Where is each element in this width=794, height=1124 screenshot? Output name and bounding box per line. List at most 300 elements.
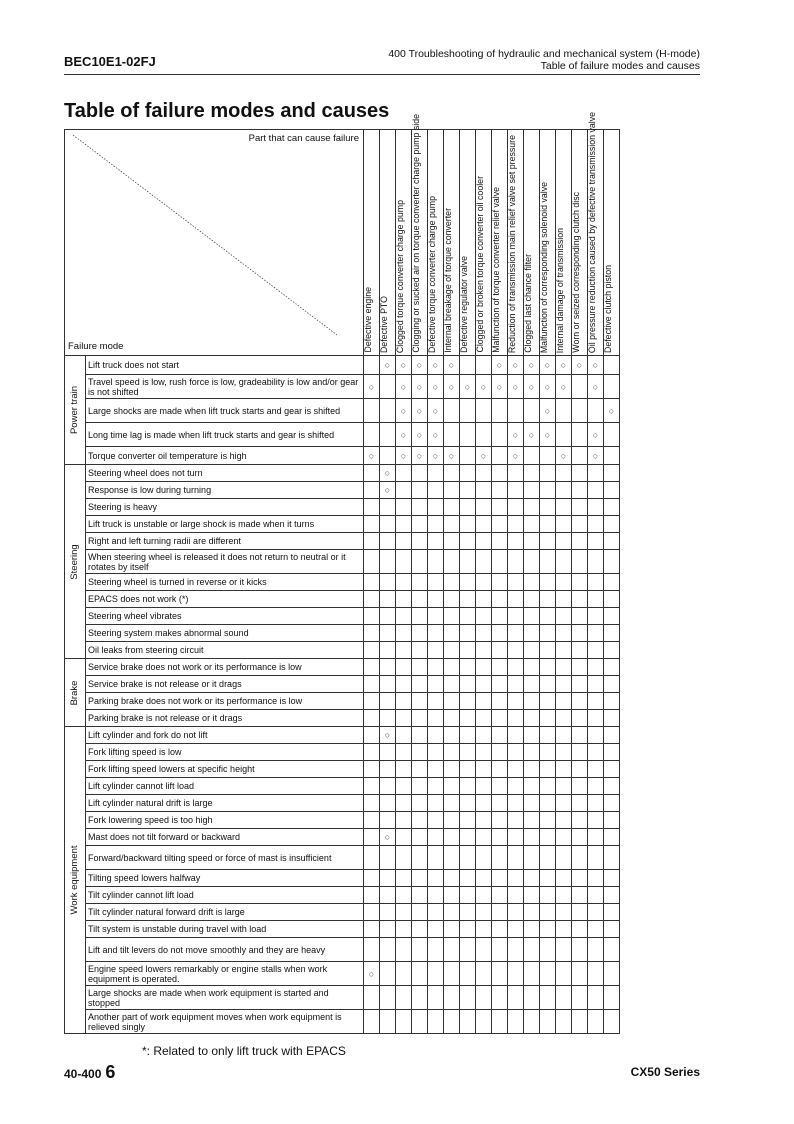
cause-mark-cell: ○ bbox=[540, 356, 556, 375]
empty-cell bbox=[524, 744, 540, 761]
corner-top-label: Part that can cause failure bbox=[248, 133, 359, 144]
table-corner bbox=[65, 130, 364, 356]
empty-cell bbox=[380, 533, 396, 550]
cause-mark-cell: ○ bbox=[524, 356, 540, 375]
empty-cell bbox=[540, 962, 556, 986]
empty-cell bbox=[364, 659, 380, 676]
empty-cell bbox=[364, 710, 380, 727]
column-header bbox=[476, 130, 492, 356]
empty-cell bbox=[492, 482, 508, 499]
failure-mode-cell: Steering wheel is turned in reverse or it kicks bbox=[86, 574, 364, 591]
empty-cell bbox=[492, 829, 508, 846]
table-row bbox=[65, 1010, 620, 1034]
empty-cell bbox=[492, 693, 508, 710]
doc-code: BEC10E1-02FJ bbox=[64, 54, 156, 69]
empty-cell bbox=[572, 574, 588, 591]
empty-cell bbox=[492, 516, 508, 533]
table-row bbox=[65, 727, 620, 744]
empty-cell bbox=[604, 693, 620, 710]
empty-cell bbox=[396, 812, 412, 829]
cause-mark-cell: ○ bbox=[380, 829, 396, 846]
cause-mark-cell: ○ bbox=[428, 447, 444, 465]
empty-cell bbox=[540, 591, 556, 608]
empty-cell bbox=[572, 921, 588, 938]
empty-cell bbox=[556, 870, 572, 887]
empty-cell bbox=[572, 465, 588, 482]
empty-cell bbox=[492, 846, 508, 870]
empty-cell bbox=[572, 846, 588, 870]
failure-mode-cell: Steering is heavy bbox=[86, 499, 364, 516]
table-row bbox=[65, 399, 620, 423]
empty-cell bbox=[444, 710, 460, 727]
page-number bbox=[64, 1062, 115, 1083]
empty-cell bbox=[588, 550, 604, 574]
empty-cell bbox=[380, 447, 396, 465]
series-label: CX50 Series bbox=[630, 1065, 700, 1079]
empty-cell bbox=[508, 693, 524, 710]
empty-cell bbox=[364, 550, 380, 574]
empty-cell bbox=[460, 482, 476, 499]
empty-cell bbox=[476, 986, 492, 1010]
empty-cell bbox=[508, 727, 524, 744]
failure-mode-cell: Tilt cylinder natural forward drift is large bbox=[86, 904, 364, 921]
empty-cell bbox=[412, 465, 428, 482]
table-row bbox=[65, 887, 620, 904]
empty-cell bbox=[524, 465, 540, 482]
empty-cell bbox=[428, 1010, 444, 1034]
empty-cell bbox=[428, 574, 444, 591]
empty-cell bbox=[540, 642, 556, 659]
empty-cell bbox=[364, 795, 380, 812]
cause-mark-cell: ○ bbox=[364, 375, 380, 399]
empty-cell bbox=[396, 986, 412, 1010]
empty-cell bbox=[364, 482, 380, 499]
empty-cell bbox=[428, 761, 444, 778]
table-row bbox=[65, 642, 620, 659]
failure-mode-cell: Lift and tilt levers do not move smoothly and they are heavy bbox=[86, 938, 364, 962]
table-row bbox=[65, 846, 620, 870]
empty-cell bbox=[604, 676, 620, 693]
empty-cell bbox=[508, 574, 524, 591]
cause-mark-cell: ○ bbox=[508, 423, 524, 447]
failure-mode-cell: Torque converter oil temperature is high bbox=[86, 447, 364, 465]
empty-cell bbox=[380, 812, 396, 829]
empty-cell bbox=[524, 938, 540, 962]
empty-cell bbox=[444, 591, 460, 608]
empty-cell bbox=[364, 744, 380, 761]
empty-cell bbox=[540, 693, 556, 710]
empty-cell bbox=[524, 693, 540, 710]
empty-cell bbox=[588, 625, 604, 642]
column-header bbox=[411, 114, 428, 356]
empty-cell bbox=[476, 962, 492, 986]
empty-cell bbox=[524, 447, 540, 465]
cause-mark-cell: ○ bbox=[396, 447, 412, 465]
empty-cell bbox=[492, 986, 508, 1010]
empty-cell bbox=[604, 375, 620, 399]
column-header-label: Worn or seized corresponding clutch disc bbox=[571, 192, 581, 353]
empty-cell bbox=[540, 625, 556, 642]
empty-cell bbox=[556, 676, 572, 693]
empty-cell bbox=[444, 550, 460, 574]
empty-cell bbox=[572, 550, 588, 574]
empty-cell bbox=[572, 829, 588, 846]
column-header bbox=[540, 130, 556, 356]
empty-cell bbox=[380, 962, 396, 986]
empty-cell bbox=[524, 812, 540, 829]
empty-cell bbox=[412, 921, 428, 938]
empty-cell bbox=[460, 608, 476, 625]
empty-cell bbox=[492, 591, 508, 608]
empty-cell bbox=[364, 399, 380, 423]
cause-mark-cell: ○ bbox=[412, 399, 428, 423]
empty-cell bbox=[476, 399, 492, 423]
empty-cell bbox=[476, 608, 492, 625]
empty-cell bbox=[460, 904, 476, 921]
empty-cell bbox=[476, 642, 492, 659]
table-row bbox=[65, 533, 620, 550]
empty-cell bbox=[524, 727, 540, 744]
empty-cell bbox=[476, 659, 492, 676]
empty-cell bbox=[508, 795, 524, 812]
empty-cell bbox=[604, 574, 620, 591]
footnote: *: Related to only lift truck with EPACS bbox=[142, 1044, 346, 1058]
cause-mark-cell: ○ bbox=[540, 399, 556, 423]
empty-cell bbox=[396, 608, 412, 625]
empty-cell bbox=[492, 659, 508, 676]
empty-cell bbox=[364, 986, 380, 1010]
empty-cell bbox=[572, 591, 588, 608]
empty-cell bbox=[428, 938, 444, 962]
failure-mode-cell: Lift cylinder and fork do not lift bbox=[86, 727, 364, 744]
empty-cell bbox=[460, 887, 476, 904]
empty-cell bbox=[492, 533, 508, 550]
empty-cell bbox=[380, 676, 396, 693]
empty-cell bbox=[508, 591, 524, 608]
empty-cell bbox=[604, 812, 620, 829]
empty-cell bbox=[380, 693, 396, 710]
group-label-cell bbox=[65, 465, 86, 659]
empty-cell bbox=[396, 778, 412, 795]
empty-cell bbox=[540, 1010, 556, 1034]
empty-cell bbox=[492, 608, 508, 625]
empty-cell bbox=[588, 795, 604, 812]
group-label-cell bbox=[65, 659, 86, 727]
cause-mark-cell: ○ bbox=[380, 727, 396, 744]
empty-cell bbox=[444, 659, 460, 676]
empty-cell bbox=[444, 608, 460, 625]
page-num: 6 bbox=[105, 1062, 116, 1082]
empty-cell bbox=[460, 642, 476, 659]
empty-cell bbox=[572, 642, 588, 659]
empty-cell bbox=[508, 625, 524, 642]
empty-cell bbox=[540, 887, 556, 904]
empty-cell bbox=[444, 499, 460, 516]
empty-cell bbox=[444, 676, 460, 693]
empty-cell bbox=[460, 938, 476, 962]
empty-cell bbox=[460, 795, 476, 812]
empty-cell bbox=[524, 642, 540, 659]
empty-cell bbox=[428, 659, 444, 676]
empty-cell bbox=[556, 812, 572, 829]
table-row bbox=[65, 482, 620, 499]
failure-mode-cell: Oil leaks from steering circuit bbox=[86, 642, 364, 659]
empty-cell bbox=[508, 659, 524, 676]
empty-cell bbox=[572, 904, 588, 921]
empty-cell bbox=[604, 986, 620, 1010]
empty-cell bbox=[412, 904, 428, 921]
empty-cell bbox=[364, 642, 380, 659]
empty-cell bbox=[524, 625, 540, 642]
empty-cell bbox=[380, 608, 396, 625]
cause-mark-cell: ○ bbox=[364, 447, 380, 465]
empty-cell bbox=[412, 795, 428, 812]
empty-cell bbox=[364, 812, 380, 829]
empty-cell bbox=[460, 778, 476, 795]
empty-cell bbox=[588, 516, 604, 533]
empty-cell bbox=[508, 846, 524, 870]
failure-mode-cell: Parking brake is not release or it drags bbox=[86, 710, 364, 727]
empty-cell bbox=[588, 870, 604, 887]
table-row bbox=[65, 423, 620, 447]
empty-cell bbox=[444, 870, 460, 887]
empty-cell bbox=[428, 550, 444, 574]
empty-cell bbox=[508, 778, 524, 795]
empty-cell bbox=[364, 1010, 380, 1034]
empty-cell bbox=[588, 938, 604, 962]
failure-mode-cell: Fork lifting speed lowers at specific height bbox=[86, 761, 364, 778]
empty-cell bbox=[412, 608, 428, 625]
empty-cell bbox=[540, 812, 556, 829]
empty-cell bbox=[540, 795, 556, 812]
empty-cell bbox=[604, 465, 620, 482]
empty-cell bbox=[572, 778, 588, 795]
column-header-label: Oil pressure reduction caused by defective transmission valve bbox=[587, 111, 597, 353]
empty-cell bbox=[428, 465, 444, 482]
empty-cell bbox=[572, 399, 588, 423]
empty-cell bbox=[444, 795, 460, 812]
empty-cell bbox=[476, 795, 492, 812]
empty-cell bbox=[508, 516, 524, 533]
empty-cell bbox=[412, 642, 428, 659]
empty-cell bbox=[572, 375, 588, 399]
empty-cell bbox=[380, 710, 396, 727]
empty-cell bbox=[396, 516, 412, 533]
empty-cell bbox=[492, 550, 508, 574]
empty-cell bbox=[444, 399, 460, 423]
cause-mark-cell: ○ bbox=[556, 447, 572, 465]
group-label: Work equipment bbox=[69, 845, 80, 915]
empty-cell bbox=[460, 423, 476, 447]
empty-cell bbox=[524, 986, 540, 1010]
empty-cell bbox=[572, 625, 588, 642]
empty-cell bbox=[604, 625, 620, 642]
empty-cell bbox=[444, 465, 460, 482]
column-header bbox=[524, 130, 540, 356]
empty-cell bbox=[492, 812, 508, 829]
empty-cell bbox=[412, 761, 428, 778]
empty-cell bbox=[412, 693, 428, 710]
empty-cell bbox=[396, 659, 412, 676]
empty-cell bbox=[364, 938, 380, 962]
empty-cell bbox=[588, 399, 604, 423]
empty-cell bbox=[588, 904, 604, 921]
empty-cell bbox=[396, 795, 412, 812]
cause-mark-cell: ○ bbox=[524, 423, 540, 447]
empty-cell bbox=[556, 761, 572, 778]
cause-mark-cell: ○ bbox=[412, 447, 428, 465]
page-title: Table of failure modes and causes bbox=[64, 100, 390, 122]
empty-cell bbox=[508, 744, 524, 761]
cause-mark-cell: ○ bbox=[492, 375, 508, 399]
empty-cell bbox=[460, 465, 476, 482]
empty-cell bbox=[444, 693, 460, 710]
empty-cell bbox=[556, 846, 572, 870]
failure-mode-cell: Steering wheel does not turn bbox=[86, 465, 364, 482]
column-header-label: Malfunction of corresponding solenoid valve bbox=[539, 181, 549, 353]
empty-cell bbox=[396, 904, 412, 921]
empty-cell bbox=[604, 356, 620, 375]
empty-cell bbox=[412, 870, 428, 887]
column-header bbox=[396, 130, 412, 356]
empty-cell bbox=[364, 904, 380, 921]
empty-cell bbox=[524, 829, 540, 846]
empty-cell bbox=[492, 447, 508, 465]
empty-cell bbox=[604, 761, 620, 778]
column-header bbox=[492, 130, 508, 356]
empty-cell bbox=[364, 423, 380, 447]
table-row bbox=[65, 516, 620, 533]
cause-mark-cell: ○ bbox=[396, 375, 412, 399]
cause-mark-cell: ○ bbox=[412, 375, 428, 399]
empty-cell bbox=[380, 904, 396, 921]
cause-mark-cell: ○ bbox=[396, 356, 412, 375]
column-header-label: Clogged torque converter charge pump bbox=[395, 199, 405, 353]
empty-cell bbox=[428, 591, 444, 608]
empty-cell bbox=[508, 921, 524, 938]
column-header-label: Malfunction of torque converter relief valve bbox=[491, 187, 501, 353]
empty-cell bbox=[492, 962, 508, 986]
empty-cell bbox=[428, 812, 444, 829]
table-row bbox=[65, 574, 620, 591]
empty-cell bbox=[396, 938, 412, 962]
failure-mode-cell: Fork lifting speed is low bbox=[86, 744, 364, 761]
empty-cell bbox=[396, 533, 412, 550]
empty-cell bbox=[572, 710, 588, 727]
column-header bbox=[460, 130, 476, 356]
column-header-label: Defective engine bbox=[363, 287, 373, 353]
empty-cell bbox=[588, 846, 604, 870]
failure-mode-cell: Tilting speed lowers halfway bbox=[86, 870, 364, 887]
empty-cell bbox=[540, 921, 556, 938]
empty-cell bbox=[508, 676, 524, 693]
column-header bbox=[572, 130, 588, 356]
empty-cell bbox=[396, 870, 412, 887]
empty-cell bbox=[428, 744, 444, 761]
failure-mode-cell: Forward/backward tilting speed or force of mast is insufficient bbox=[86, 846, 364, 870]
failure-mode-cell: When steering wheel is released it does not return to neutral or it rotates by itself bbox=[86, 550, 364, 574]
empty-cell bbox=[492, 499, 508, 516]
empty-cell bbox=[396, 744, 412, 761]
empty-cell bbox=[444, 533, 460, 550]
empty-cell bbox=[364, 574, 380, 591]
empty-cell bbox=[380, 887, 396, 904]
failure-mode-cell: Tilt system is unstable during travel with load bbox=[86, 921, 364, 938]
empty-cell bbox=[412, 710, 428, 727]
empty-cell bbox=[460, 574, 476, 591]
empty-cell bbox=[428, 904, 444, 921]
empty-cell bbox=[428, 727, 444, 744]
empty-cell bbox=[444, 986, 460, 1010]
empty-cell bbox=[604, 482, 620, 499]
empty-cell bbox=[396, 499, 412, 516]
empty-cell bbox=[476, 465, 492, 482]
empty-cell bbox=[572, 676, 588, 693]
empty-cell bbox=[412, 516, 428, 533]
empty-cell bbox=[556, 727, 572, 744]
empty-cell bbox=[380, 591, 396, 608]
empty-cell bbox=[556, 904, 572, 921]
column-header-label: Defective regulator valve bbox=[459, 256, 469, 353]
empty-cell bbox=[444, 625, 460, 642]
empty-cell bbox=[556, 608, 572, 625]
empty-cell bbox=[524, 516, 540, 533]
empty-cell bbox=[396, 887, 412, 904]
empty-cell bbox=[412, 574, 428, 591]
empty-cell bbox=[444, 516, 460, 533]
empty-cell bbox=[460, 550, 476, 574]
empty-cell bbox=[444, 962, 460, 986]
empty-cell bbox=[588, 574, 604, 591]
empty-cell bbox=[396, 482, 412, 499]
empty-cell bbox=[364, 887, 380, 904]
empty-cell bbox=[476, 921, 492, 938]
empty-cell bbox=[604, 744, 620, 761]
table-row bbox=[65, 659, 620, 676]
empty-cell bbox=[572, 533, 588, 550]
table-row bbox=[65, 625, 620, 642]
empty-cell bbox=[556, 744, 572, 761]
failure-mode-cell: Service brake is not release or it drags bbox=[86, 676, 364, 693]
failure-mode-cell: Lift cylinder cannot lift load bbox=[86, 778, 364, 795]
empty-cell bbox=[460, 710, 476, 727]
table-row bbox=[65, 904, 620, 921]
empty-cell bbox=[524, 710, 540, 727]
failure-mode-cell: Lift truck is unstable or large shock is made when it turns bbox=[86, 516, 364, 533]
empty-cell bbox=[412, 846, 428, 870]
cause-mark-cell: ○ bbox=[364, 962, 380, 986]
empty-cell bbox=[476, 812, 492, 829]
empty-cell bbox=[540, 499, 556, 516]
column-header bbox=[364, 130, 380, 356]
empty-cell bbox=[540, 846, 556, 870]
empty-cell bbox=[540, 744, 556, 761]
empty-cell bbox=[492, 574, 508, 591]
empty-cell bbox=[428, 795, 444, 812]
empty-cell bbox=[428, 986, 444, 1010]
empty-cell bbox=[556, 938, 572, 962]
empty-cell bbox=[508, 829, 524, 846]
empty-cell bbox=[556, 423, 572, 447]
empty-cell bbox=[396, 846, 412, 870]
empty-cell bbox=[476, 423, 492, 447]
empty-cell bbox=[476, 533, 492, 550]
empty-cell bbox=[364, 693, 380, 710]
empty-cell bbox=[572, 761, 588, 778]
empty-cell bbox=[508, 399, 524, 423]
column-header bbox=[444, 130, 460, 356]
empty-cell bbox=[460, 399, 476, 423]
